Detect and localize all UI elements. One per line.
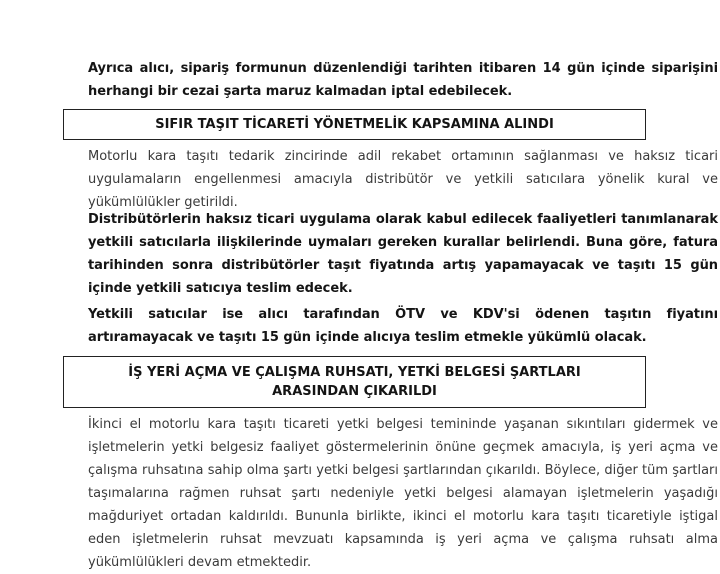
- body-paragraph-supply-chain: Motorlu kara taşıtı tedarik zincirinde adil rekabet ortamının sağlanması ve haksız ticari uygulamaların engellenmesi amacıyla distribütör ve yetkili satıcılara yönelik kural ve yükümlülükler getirildi.: [88, 149, 718, 210]
- body-paragraph-second-hand-vehicle: İkinci el motorlu kara taşıtı ticareti yetki belgesi temininde yaşanan sıkıntıları gidermek ve işletmelerin yetki belgesiz faaliyet göstermelerinin önüne geçmek amacıyla, iş yeri açma ve çalışma ruhsatına sahip olma şartı yetki belgesi şartlarından çıkarıldı. Böylece, diğer tüm şartları taşımalarına rağmen ruhsat şartı nedeniyle yetki belgesi alamayan işletmelerin yaşadığı mağduriyet ortadan kaldırıldı. Bununla birlikte, ikinci el motorlu kara taşıtı ticaretiyle iştigal eden işletmelerin ruhsat mevzuatı kapsamında iş yeri açma ve çalışma ruhsatı alma yükümlülükleri devam etmektedir.: [88, 417, 718, 570]
- body-paragraph-authorized-dealers: Yetkili satıcılar ise alıcı tarafından ÖTV ve KDV'si ödenen taşıtın fiyatını artıramayacak ve taşıtı 15 gün içinde alıcıya teslim etmekle yükümlü olacak.: [88, 307, 718, 345]
- body-paragraph-distributors: Distribütörlerin haksız ticari uygulama olarak kabul edilecek faaliyetleri tanımlanarak yetkili satıcılarla ilişkilerinde uymaları gereken kurallar belirlendi. Buna göre, fatura tarihinden sonra distribütörler taşıt fiyatında artış yapamayacak ve taşıtı 15 gün içinde yetkili satıcıya teslim edecek.: [88, 212, 718, 296]
- section-heading-new-vehicle-trade: SIFIR TAŞIT TİCARETİ YÖNETMELİK KAPSAMINA ALINDI: [63, 109, 646, 140]
- section-heading-workplace-license: İŞ YERİ AÇMA VE ÇALIŞMA RUHSATI, YETKİ BELGESİ ŞARTLARI ARASINDAN ÇIKARILDI: [63, 356, 646, 408]
- intro-paragraph: Ayrıca alıcı, sipariş formunun düzenlendiği tarihten itibaren 14 gün içinde siparişini herhangi bir cezai şarta maruz kalmadan iptal edebilecek.: [88, 61, 718, 99]
